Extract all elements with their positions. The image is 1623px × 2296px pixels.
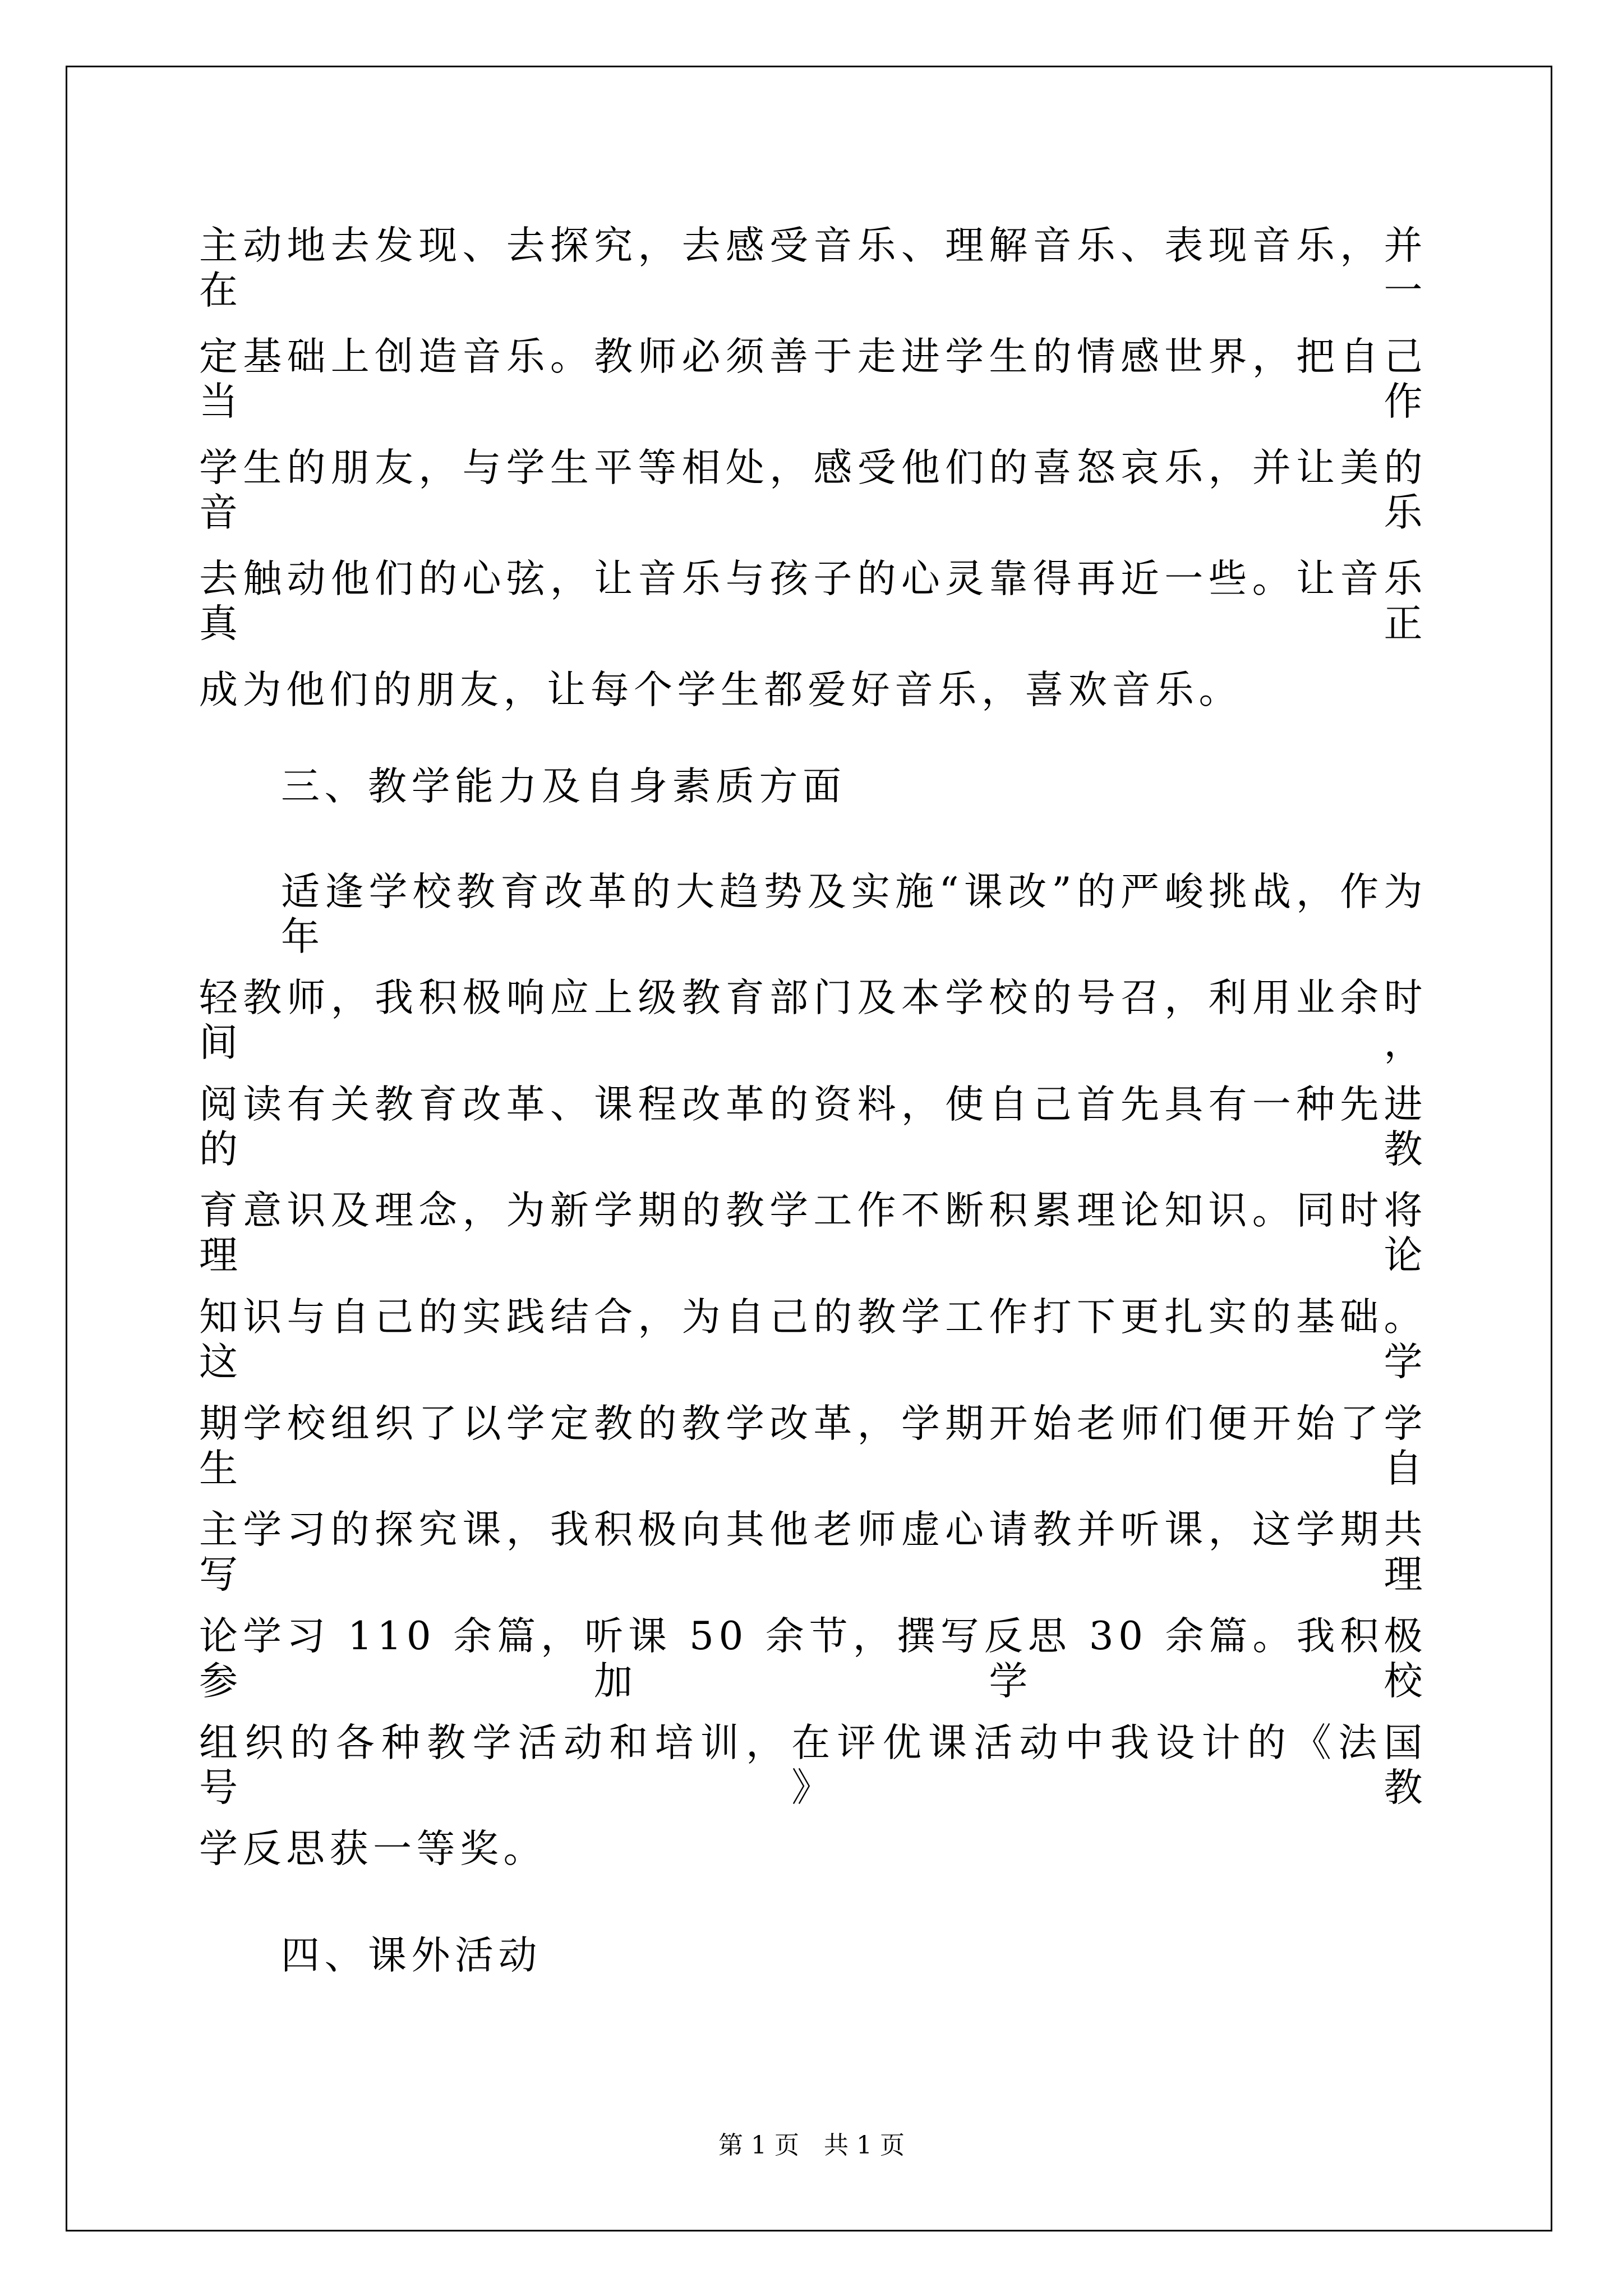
paragraph-line: 适逢学校教育改革的大趋势及实施“课改”的严峻挑战，作为年 — [281, 869, 1427, 959]
paragraph-line: 学反思获一等奖。 — [199, 1826, 547, 1871]
paragraph-line: 轻教师，我积极响应上级教育部门及本学校的号召，利用业余时间， — [199, 976, 1427, 1065]
paragraph-line: 论学习 110 余篇，听课 50 余节，撰写反思 30 余篇。我积极参加学校 — [199, 1614, 1427, 1704]
paragraph-line: 去触动他们的心弦，让音乐与孩子的心灵靠得再近一些。让音乐真正 — [199, 556, 1427, 646]
paragraph-line: 主动地去发现、去探究，去感受音乐、理解音乐、表现音乐，并在一 — [199, 223, 1427, 313]
paragraph-line: 学生的朋友，与学生平等相处，感受他们的喜怒哀乐，并让美的音乐 — [199, 445, 1427, 535]
section-heading: 四、课外活动 — [281, 1933, 542, 1978]
paragraph-line: 阅读有关教育改革、课程改革的资料，使自己首先具有一种先进的教 — [199, 1082, 1427, 1172]
page-number-footer: 第 1 页 共 1 页 — [718, 2131, 905, 2160]
section-heading: 三、教学能力及自身素质方面 — [281, 764, 846, 809]
paragraph-line: 组织的各种教学活动和培训，在评优课活动中我设计的《法国号》教 — [199, 1720, 1427, 1810]
paragraph-line: 成为他们的朋友，让每个学生都爱好音乐，喜欢音乐。 — [199, 668, 1242, 712]
paragraph-line: 主学习的探究课，我积极向其他老师虚心请教并听课，这学期共写理 — [199, 1507, 1427, 1597]
paragraph-line: 知识与自己的实践结合，为自己的教学工作打下更扎实的基础。这学 — [199, 1295, 1427, 1384]
paragraph-line: 育意识及理念，为新学期的教学工作不断积累理论知识。同时将理论 — [199, 1188, 1427, 1278]
paragraph-line: 定基础上创造音乐。教师必须善于走进学生的情感世界，把自己当作 — [199, 334, 1427, 424]
paragraph-line: 期学校组织了以学定教的教学改革，学期开始老师们便开始了学生自 — [199, 1401, 1427, 1491]
